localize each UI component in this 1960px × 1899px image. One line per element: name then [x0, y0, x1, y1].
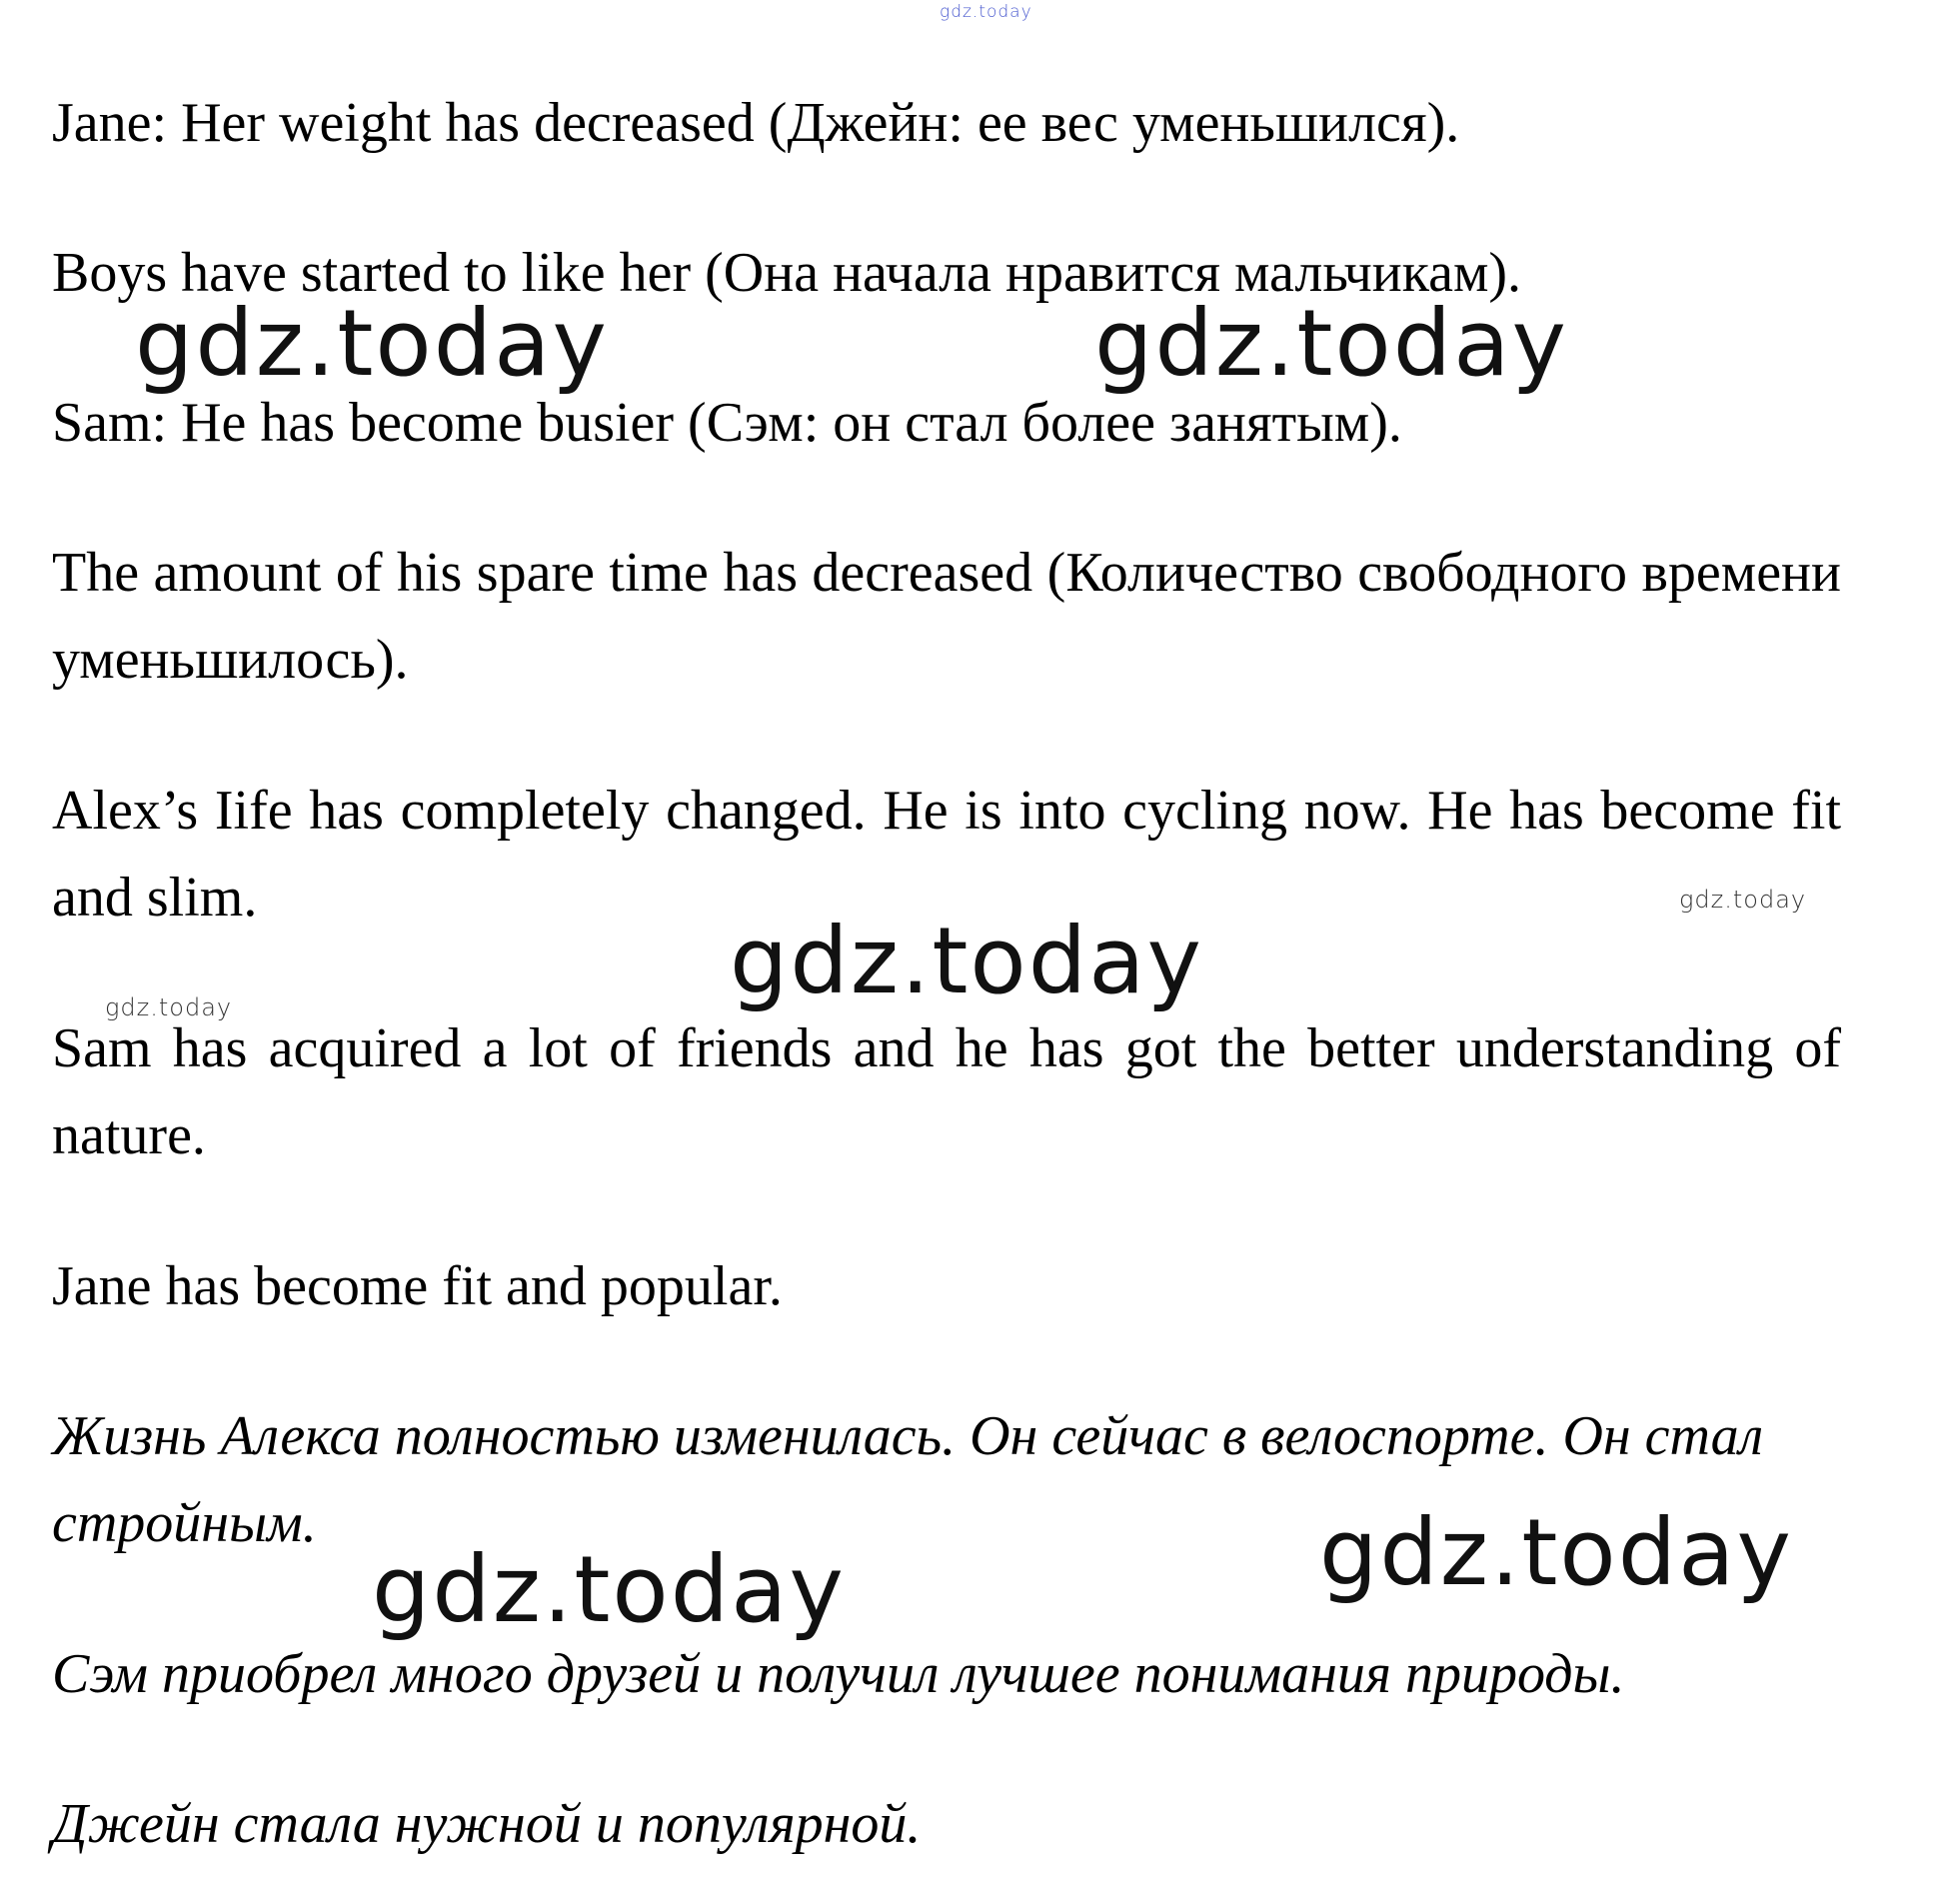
watermark-small-2: gdz.today [105, 993, 233, 1021]
watermark-1: gdz.today [135, 290, 609, 397]
watermark-3: gdz.today [730, 908, 1203, 1014]
paragraph-alex-life: Alex’s Iife has completely changed. He is into cycling now. He has become fit and slim. [52, 780, 1841, 929]
paragraph-sam-friends-ru: Сэм приобрел много друзей и получил лучшее понимания природы. [52, 1643, 1625, 1705]
paragraph-sam-friends: Sam has acquired a lot of friends and he has got the better understanding of nature. [52, 1017, 1841, 1166]
paragraph-sam-busier: Sam: He has become busier (Сэм: он стал более занятым). [52, 392, 1402, 454]
watermark-5: gdz.today [1319, 1499, 1793, 1606]
watermark-top: gdz.today [940, 2, 1032, 22]
watermark-small-1: gdz.today [1679, 886, 1807, 914]
paragraph-alex-life-ru: Жизнь Алекса полностью изменилась. Он сейчас в велоспорте. Он стал стройным. [52, 1405, 1764, 1554]
paragraph-jane-weight: Jane: Her weight has decreased (Джейн: ее вес уменьшился). [52, 92, 1460, 154]
watermark-4: gdz.today [372, 1536, 846, 1643]
watermark-2: gdz.today [1094, 290, 1568, 397]
paragraph-spare-time: The amount of his spare time has decreased (Количество свободного времени уменьшилось). [52, 542, 1841, 691]
paragraph-jane-popular-ru: Джейн стала нужной и популярной. [52, 1793, 922, 1855]
paragraph-jane-popular: Jane has become fit and popular. [52, 1255, 783, 1317]
paragraph-boys-like-her: Boys have started to like her (Она начала нравится мальчикам). [52, 242, 1522, 304]
